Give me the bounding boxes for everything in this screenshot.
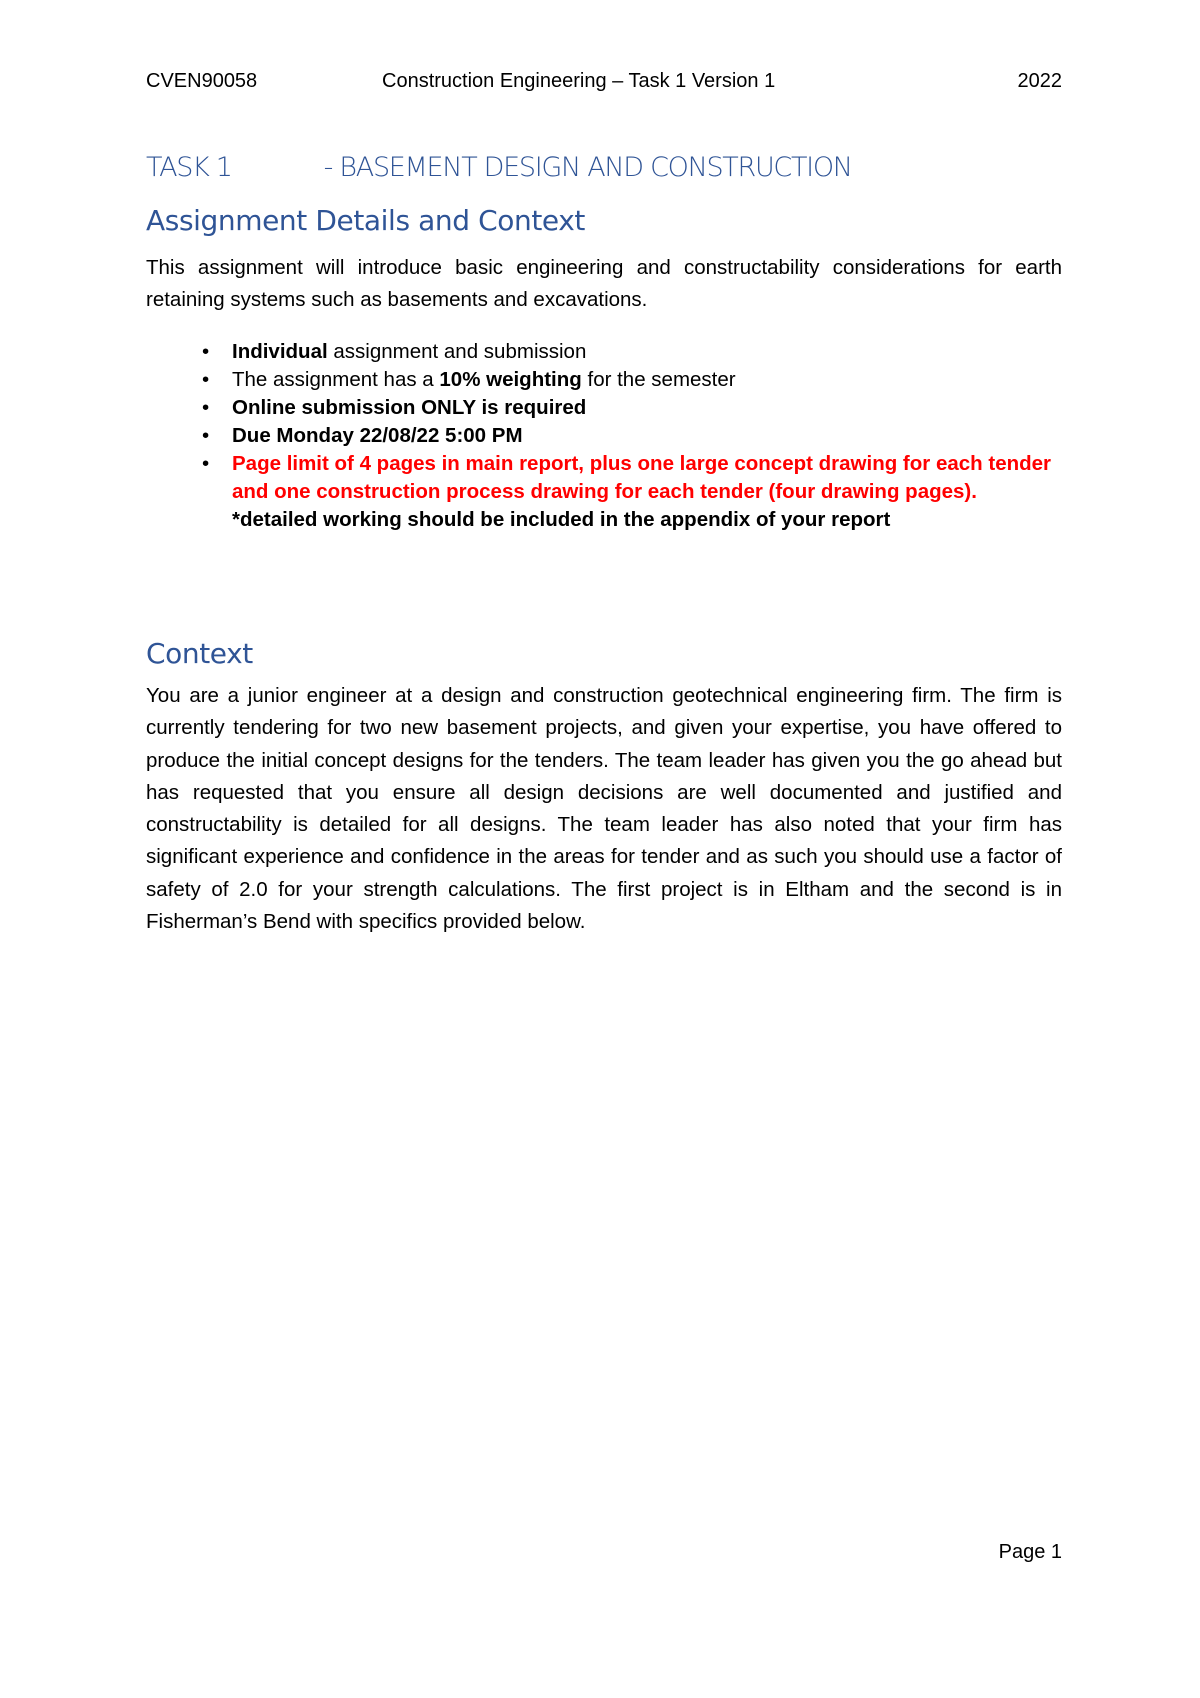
title-task: TASK 1 (146, 152, 232, 183)
assignment-details-heading: Assignment Details and Context (146, 204, 585, 237)
list-item (146, 338, 1062, 366)
page-number: Page 1 (998, 1541, 1062, 1563)
page-limit-warning: Page limit of 4 pages in main report, plus one large concept drawing for each tender and one construction process drawing for each tender (four drawing pages). (232, 452, 1052, 503)
list-item (146, 422, 1062, 450)
intro-paragraph: This assignment will introduce basic engineering and constructability considerations for earth retaining systems such as basements and excavations. (146, 256, 1062, 311)
context-paragraph: You are a junior engineer at a design and construction geotechnical engineering firm. The firm is currently tendering for two new basement projects, and given your expertise, you have offered to produce the initial concept designs for the tenders. The team leader has given you the go ahead but has requested that you ensure all design decisions are well documented and justified and constructability is detailed for all designs. The team leader has also noted that your firm has significant experience and confidence in the areas for tender and as such you should use a factor of safety of 2.0 for your strength calculations. The first project is in Eltham and the second is in Fisherman’s Bend with specifics provided below. (146, 684, 1062, 934)
bullet-icon: • (202, 368, 210, 391)
list-item (146, 394, 1062, 422)
bullet-icon: • (202, 396, 210, 419)
course-code: CVEN90058 (146, 70, 258, 92)
bullet-icon: • (202, 424, 210, 447)
document-title (146, 152, 852, 183)
bullet-icon: • (202, 340, 210, 363)
list-item (146, 450, 1062, 534)
bullet-bold-text: 10% weighting (439, 368, 582, 391)
bullet-text: The assignment has a (232, 368, 440, 391)
list-item (146, 366, 1062, 394)
bullet-text: assignment and submission (327, 340, 587, 363)
context-heading: Context (146, 637, 253, 670)
title-subject: - BASEMENT DESIGN AND CONSTRUCTION (323, 152, 852, 183)
bullet-bold-text: *detailed working should be included in the appendix of your report (232, 508, 891, 531)
bullet-bold-text: Online submission ONLY is required (232, 396, 587, 419)
bullet-bold-text: Individual (232, 340, 328, 363)
bullet-text: for the semester (581, 368, 736, 391)
header-year: 2022 (1017, 70, 1062, 92)
page-header (146, 70, 1062, 100)
course-title: Construction Engineering – Task 1 Version 1 (382, 70, 776, 92)
bullet-bold-text: Due Monday 22/08/22 5:00 PM (232, 424, 523, 447)
bullet-icon: • (202, 452, 210, 475)
requirements-list (146, 338, 1062, 534)
